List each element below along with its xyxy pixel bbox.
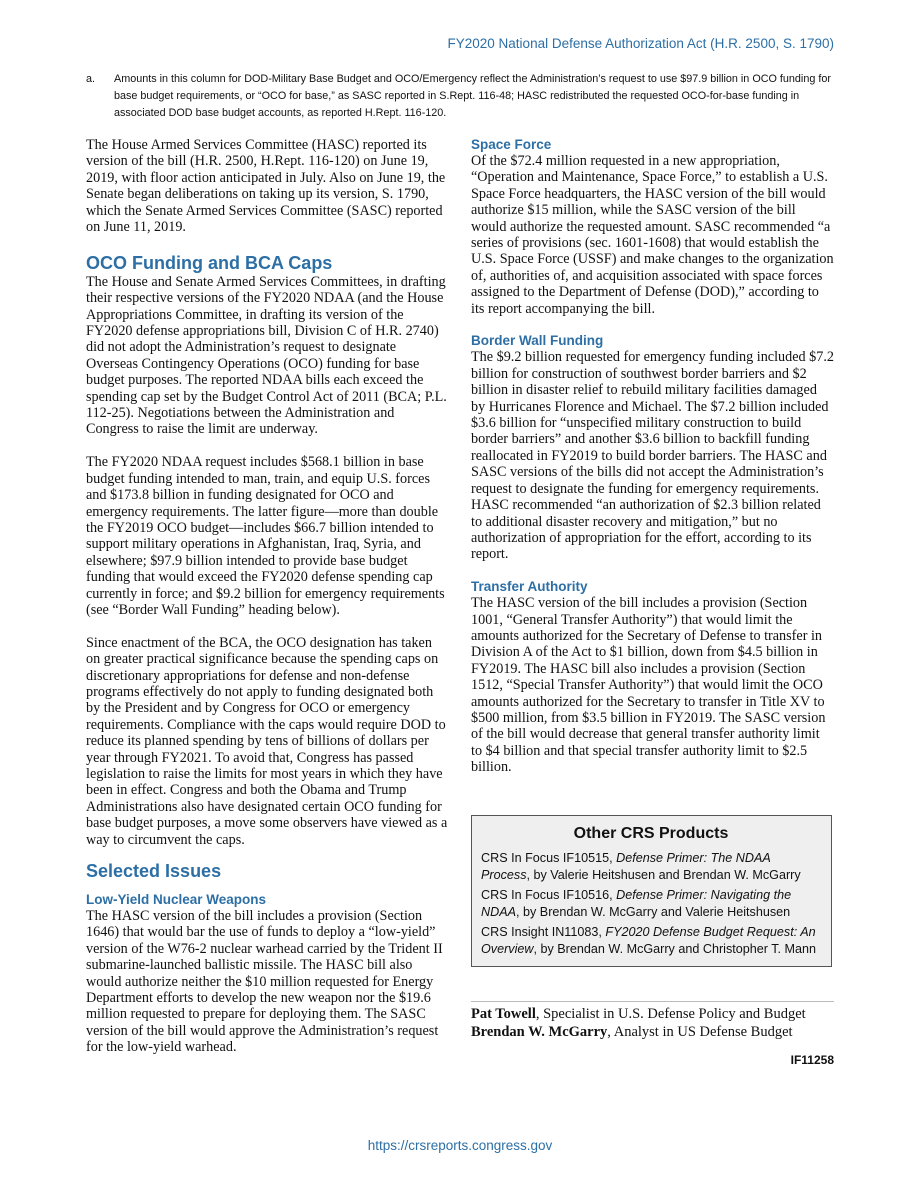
product-item — [481, 924, 821, 958]
product-suffix: , by Brendan W. McGarry and Christopher T. Mann — [533, 942, 817, 956]
product-prefix: CRS Insight IN11083, — [481, 925, 606, 939]
subheading-space-force: Space Force — [471, 137, 552, 152]
author-divider — [471, 1001, 834, 1002]
document-id: IF11258 — [790, 1053, 834, 1067]
subheading-low-yield: Low-Yield Nuclear Weapons — [86, 892, 267, 908]
space-force-paragraph: Of the $72.4 million requested in a new appropriation, “Operation and Maintenance, Space Force,” to establish a U.S. Space Force headquarters, the HASC version of the bill would authorize $15 million, while the SASC version of the bill would authorize the requested amount. SASC recommended “a series of provisions (sec. 1601-1608) that would establish the U.S. Space Force (USSF) and make changes to the organization of, authorities of, and acquisition associated with space forces assigned to the Department of Defense (DOD),” according to its report accompanying the bill. — [471, 153, 834, 317]
intro-paragraph: The House Armed Services Committee (HASC) reported its version of the bill (H.R. 2500, H.Rept. 116-120) on June 19, 2019, with floor action anticipated in July. Also on June 19, the Senate began deliberations on taking up its version, S. 1790, which the Senate Armed Services Committee (SASC) reported on June 11, 2019. — [86, 137, 446, 236]
oco-paragraph-3: Since enactment of the BCA, the OCO designation has taken on greater practical significance because the spending caps on discretionary appropriations for defense and non-defense programs effectively do not apply to funding designated both by the President and by Congress for OCO or emergency requirements. Compliance with the caps would require DOD to reduce its planned spending by tens of billions of dollars per year through FY2021. To avoid that, Congress has passed legislation to raise the limits for most years in which they have been in effect. Congress and both the Obama and Trump Administrations also have designated certain OCO funding for base budget purposes, a move some observers have viewed as a way to circumvent the caps. — [86, 634, 448, 848]
transfer-authority-paragraph: The HASC version of the bill includes a provision (Section 1001, “General Transfer Authority”) that would limit the amounts authorized for the Secretary of Defense to transfer in Division A of the Act to $1 billion, down from $4.5 billion in FY2019. The HASC bill also includes a provision (Section 1512, “Special Transfer Authority”) that would limit the OCO amounts authorized for the Secretary to transfer in Title XV to $500 million, from $3.5 billion in FY2019. The SASC version of the bill would decrease that general transfer authority limit to $4 billion and that special transfer authority limit to $2.5 billion. — [471, 595, 826, 776]
border-wall-paragraph: The $9.2 billion requested for emergency funding included $7.2 billion for construction of southwest border barriers and $2 billion in disaster relief to rebuild military facilities damaged by Hurricanes Florence and Michael. The $7.2 billion included $3.6 billion for “unspecified military construction to build border barriers” and another $3.6 billion to backfill funding reallocated in FY2019 to build border barriers. The HASC and SASC versions of the bills did not accept the Administration’s request to designate the funding for emergency requirements. HASC recommended “an authorization of $2.3 billion related to additional disaster recovery and mitigation,” but no authorization of appropriation for the effort, according to its report. — [471, 349, 835, 563]
footnote-text: Amounts in this column for DOD-Military Base Budget and OCO/Emergency reflect the Administration’s request to use $97.9 billion in OCO funding for base budget requirements, or “OCO for base,” as SASC reported in S.Rept. 116-48; HASC redistributed the requested OCO-for-base funding in associated DOD base budget accounts, as reported H.Rept. 116-120. — [114, 73, 831, 119]
product-title[interactable]: Defense Primer: The NDAA Process — [481, 851, 771, 882]
author-name: Brendan W. McGarry — [471, 1024, 608, 1040]
product-title[interactable]: Defense Primer: Navigating the NDAA — [481, 888, 792, 919]
footer-url-link[interactable]: https://crsreports.congress.gov — [367, 1138, 553, 1153]
product-item — [481, 850, 821, 884]
author-role: , Analyst in US Defense Budget — [607, 1024, 793, 1040]
footnote-label: a. — [86, 73, 96, 85]
author-block — [471, 1005, 834, 1041]
product-prefix: CRS In Focus IF10515, — [481, 851, 617, 865]
subheading-transfer-authority: Transfer Authority — [471, 579, 588, 595]
section-heading-oco: OCO Funding and BCA Caps — [86, 252, 333, 273]
oco-paragraph-1: The House and Senate Armed Services Committees, in drafting their respective versions of the FY2020 NDAA (and the House Appropriations Committee, in drafting its version of the FY2020 defense appropriations bill, Division C of H.R. 2740) did not adopt the Administration’s request to designate Overseas Contingency Operations (OCO) funding for base budget purposes. The reported NDAA bills each exceed the spending cap set by the Budget Control Act of 2011 (BCA; P.L. 112-25). Negotiations between the Administration and Congress to raise the limit are underway. — [86, 273, 447, 438]
author-name: Pat Towell — [471, 1006, 536, 1022]
table-footnote — [86, 71, 836, 122]
product-title[interactable]: FY2020 Defense Budget Request: An Overview — [481, 925, 816, 956]
other-products-box — [471, 815, 832, 967]
low-yield-paragraph: The HASC version of the bill includes a provision (Section 1646) that would bar the use of funds to deploy a “low-yield” version of the W76-2 nuclear warhead carried by the Trident II submarine-launched ballistic missile. The HASC bill also would authorize neither the $10 million requested for Energy Department efforts to develop the new weapon nor the $19.6 million requested to prepare for deploying them. The SASC version of the bill would approve the Administration’s request for the low-yield warhead. — [86, 908, 443, 1056]
product-item — [481, 887, 821, 921]
author-role: , Specialist in U.S. Defense Policy and Budget — [535, 1006, 806, 1022]
left-column — [86, 137, 448, 1072]
author-line — [471, 1005, 834, 1023]
product-suffix: , by Valerie Heitshusen and Brendan W. McGarry — [526, 868, 801, 882]
subheading-border-wall: Border Wall Funding — [471, 333, 604, 349]
running-header-title: FY2020 National Defense Authorization Act (H.R. 2500, S. 1790) — [447, 36, 834, 51]
product-suffix: , by Brendan W. McGarry and Valerie Heitshusen — [516, 905, 791, 919]
oco-paragraph-2: The FY2020 NDAA request includes $568.1 billion in base budget funding intended to man, train, and equip U.S. forces and $173.8 billion in funding designated for OCO and emergency requirements. The latter figure—more than double the FY2019 OCO budget—includes $66.7 billion intended to support military operations in Afghanistan, Iraq, Syria, and elsewhere; $97.9 billion intended to provide base budget funding that would exceed the FY2020 defense spending cap currently in force; and $9.2 billion for emergency requirements (see “Border Wall Funding” heading below). — [86, 454, 445, 618]
right-column — [471, 137, 834, 792]
other-products-title: Other CRS Products — [573, 825, 729, 842]
section-heading-selected-issues: Selected Issues — [86, 861, 222, 882]
product-prefix: CRS In Focus IF10516, — [481, 888, 617, 902]
author-line — [471, 1023, 834, 1041]
